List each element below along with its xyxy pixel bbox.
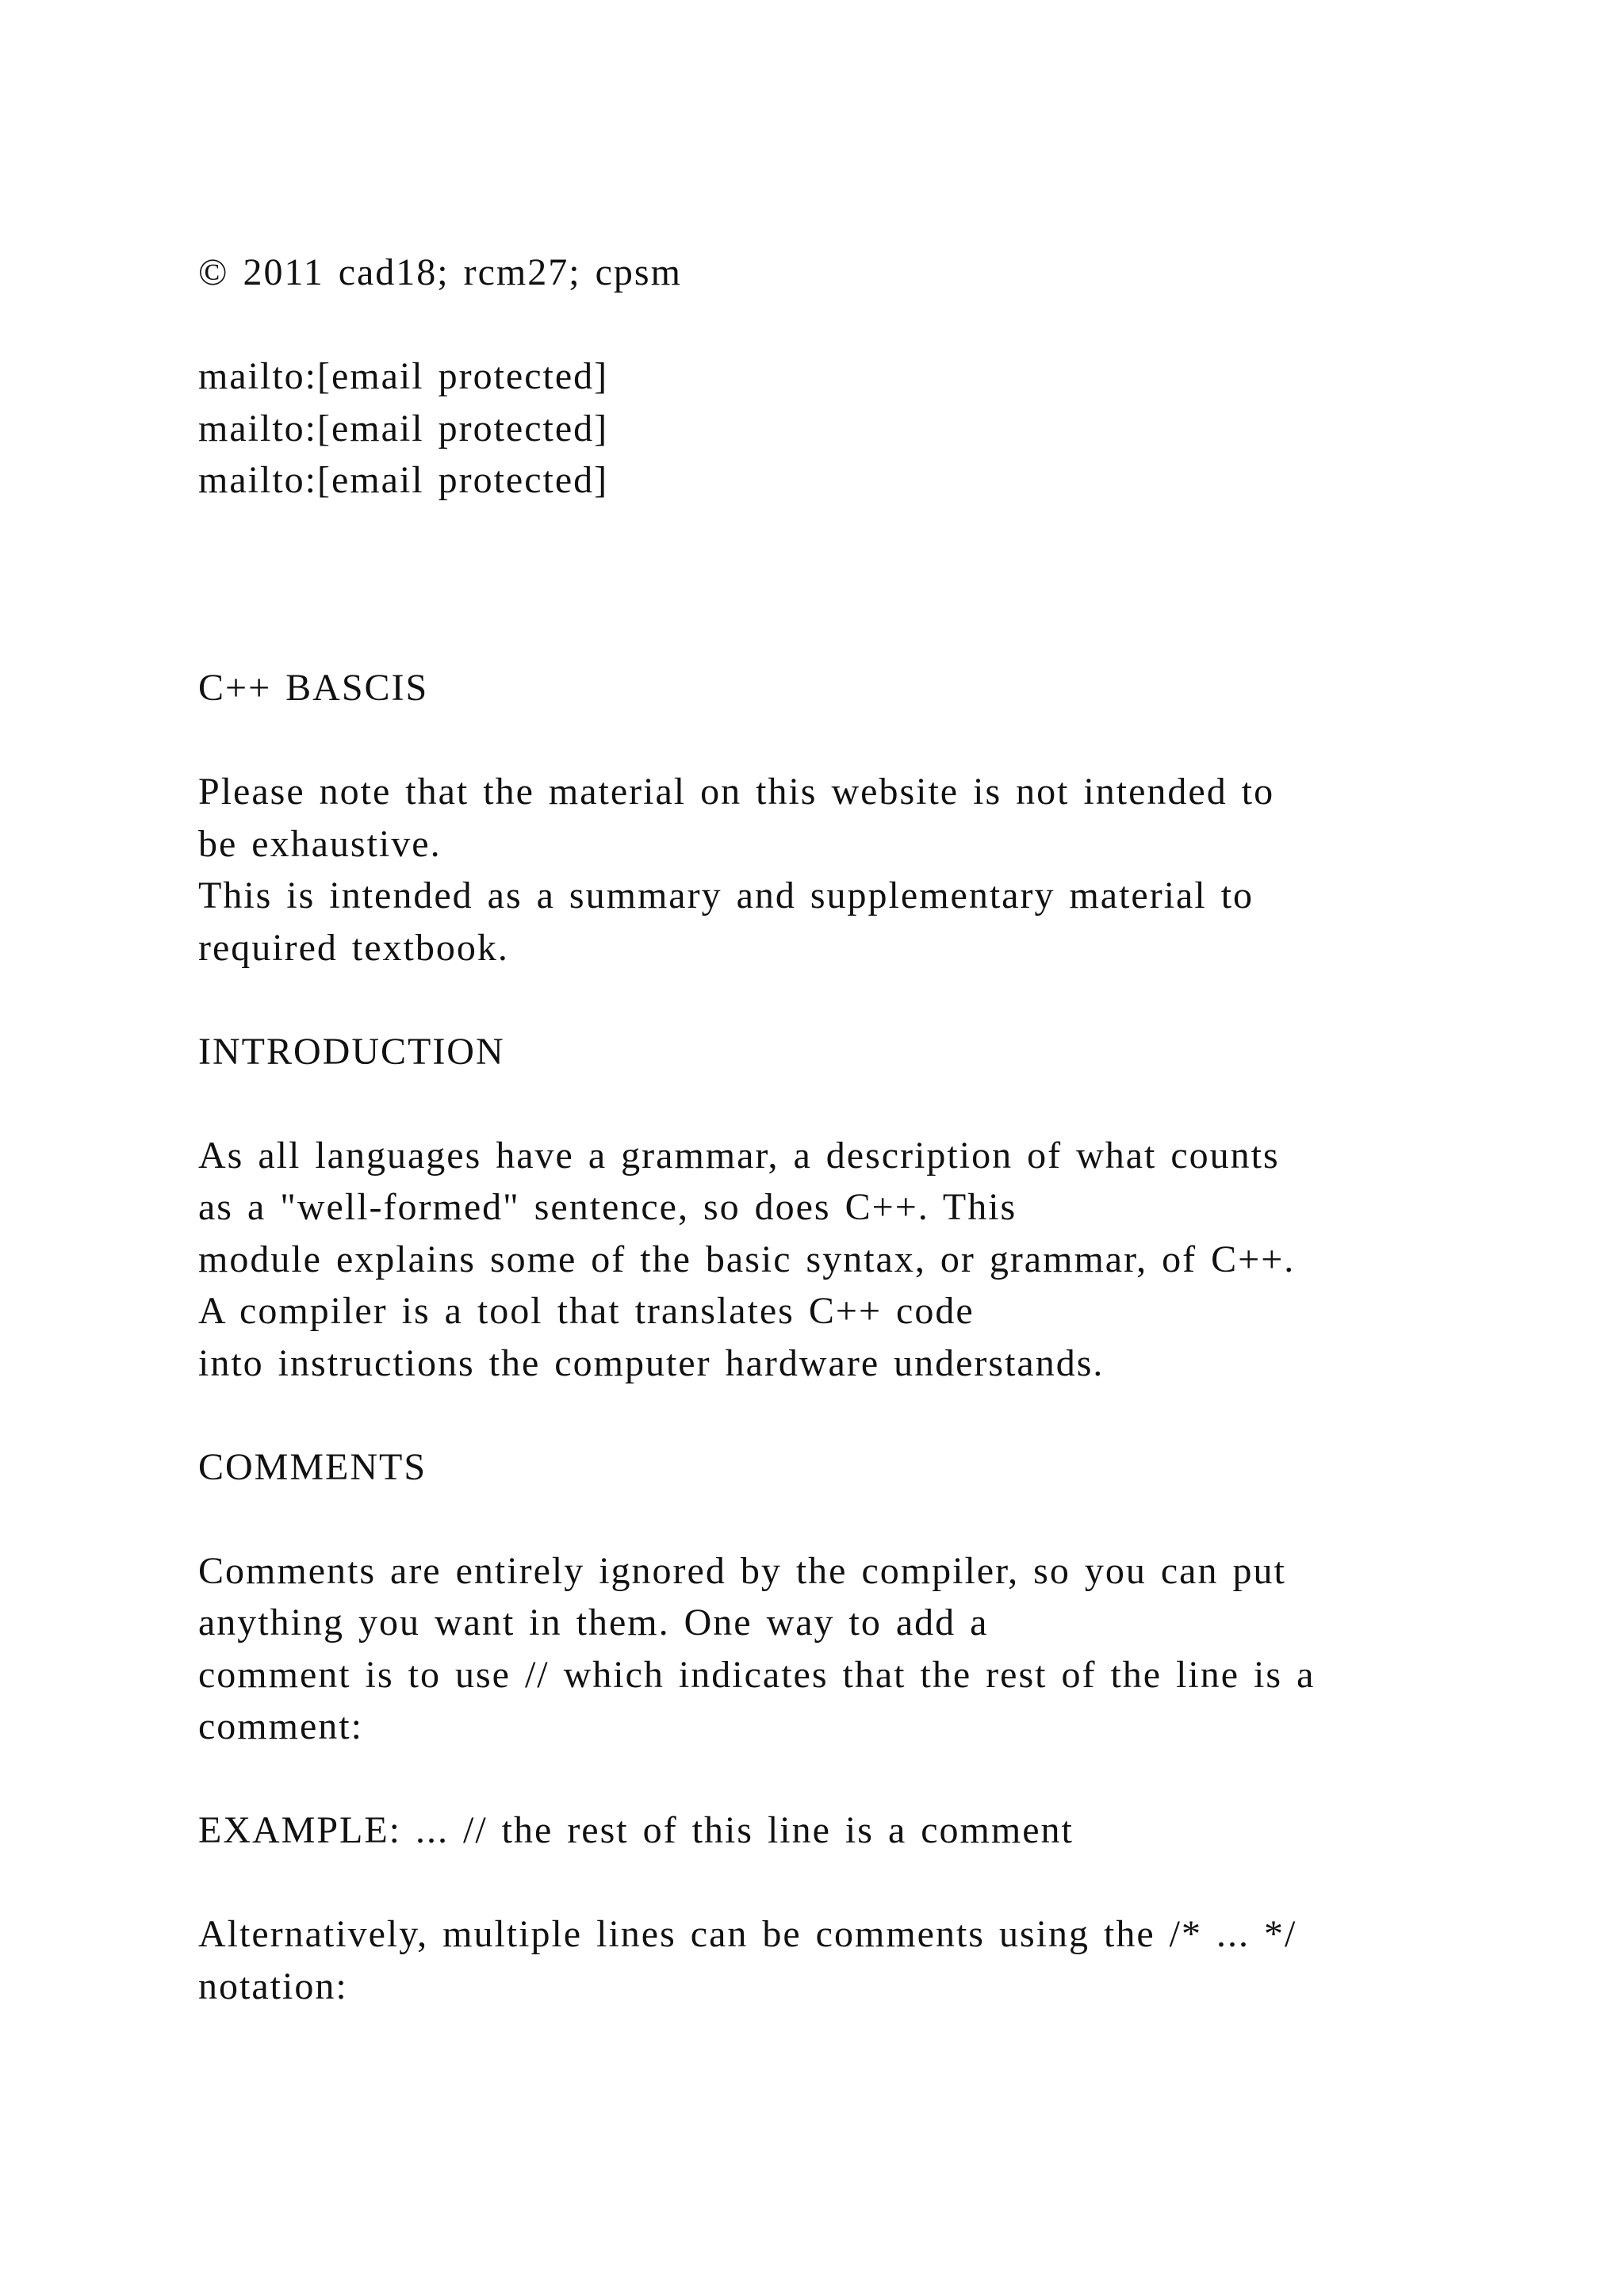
email-link[interactable]: mailto:[email protected] xyxy=(198,407,609,450)
example-line: EXAMPLE: ... // the rest of this line is a comment xyxy=(198,1809,1074,1851)
alternative-line: notation: xyxy=(198,1965,348,2007)
comments-line: comment is to use // which indicates that the rest of the line is a xyxy=(198,1653,1316,1696)
spacer xyxy=(198,558,1530,610)
note-line: be exhaustive. xyxy=(198,822,442,865)
spacer xyxy=(198,610,1530,663)
section-heading-comments: COMMENTS xyxy=(198,1445,427,1488)
intro-line: as a "well-formed" sentence, so does C++. This xyxy=(198,1186,1017,1228)
comments-line: anything you want in them. One way to add a xyxy=(198,1601,989,1644)
alternative-line: Alternatively, multiple lines can be comments using the /* ... */ xyxy=(198,1913,1297,1955)
document-title: C++ BASCIS xyxy=(198,667,429,709)
spacer xyxy=(198,1753,1530,1805)
spacer xyxy=(198,1389,1530,1441)
spacer xyxy=(198,507,1530,559)
spacer xyxy=(198,1857,1530,1909)
comments-line: comment: xyxy=(198,1705,363,1747)
note-line: required textbook. xyxy=(198,926,509,969)
spacer xyxy=(198,974,1530,1026)
spacer xyxy=(198,714,1530,767)
document-body xyxy=(198,247,1530,2012)
intro-line: module explains some of the basic syntax, or grammar, of C++. xyxy=(198,1238,1296,1280)
spacer xyxy=(198,299,1530,351)
note-line: This is intended as a summary and supplementary material to xyxy=(198,874,1254,916)
intro-line: into instructions the computer hardware understands. xyxy=(198,1341,1105,1384)
intro-line: A compiler is a tool that translates C++ code xyxy=(198,1290,975,1332)
email-link[interactable]: mailto:[email protected] xyxy=(198,459,609,501)
comments-line: Comments are entirely ignored by the compiler, so you can put xyxy=(198,1549,1286,1592)
section-heading-introduction: INTRODUCTION xyxy=(198,1030,505,1073)
spacer xyxy=(198,1077,1530,1130)
email-link[interactable]: mailto:[email protected] xyxy=(198,355,609,397)
spacer xyxy=(198,1493,1530,1545)
note-line: Please note that the material on this website is not intended to xyxy=(198,771,1275,813)
intro-line: As all languages have a grammar, a description of what counts xyxy=(198,1134,1280,1177)
copyright-line: © 2011 cad18; rcm27; cpsm xyxy=(198,251,682,293)
